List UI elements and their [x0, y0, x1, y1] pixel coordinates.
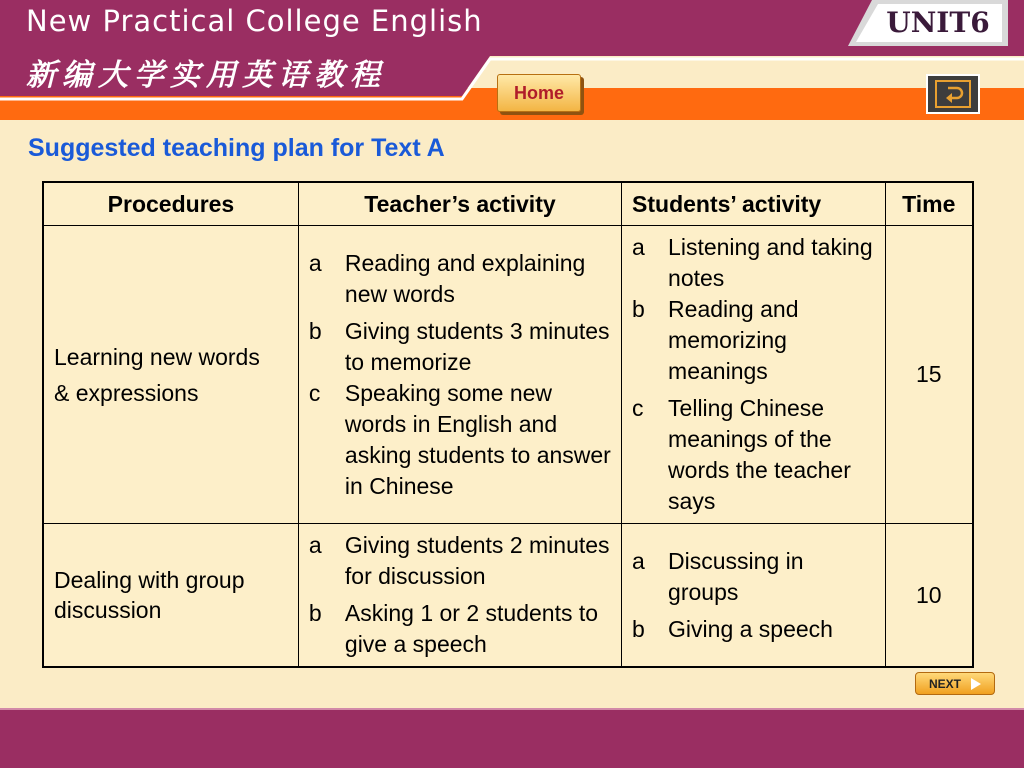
page-heading: Suggested teaching plan for Text A [28, 134, 445, 162]
table-row [43, 524, 973, 668]
time-cell: 10 [885, 524, 973, 668]
item-text: Reading and explaining new words [344, 249, 586, 307]
teaching-plan-table [42, 181, 974, 668]
item-letter: b [308, 600, 322, 626]
item-text: Reading and memorizing meanings [668, 296, 799, 384]
column-header-students-activity: Students’ activity [622, 182, 886, 226]
table-header-row [43, 182, 973, 226]
list-item [630, 393, 877, 517]
students-activity-cell [622, 524, 886, 668]
column-header-time: Time [885, 182, 973, 226]
next-label: NEXT [928, 676, 961, 691]
list-item [307, 316, 613, 378]
item-letter: c [308, 379, 321, 406]
procedure-cell [43, 524, 298, 668]
item-letter: a [308, 249, 322, 276]
procedure-line: & expressions [54, 379, 199, 406]
course-title-english: New Practical College English [26, 4, 483, 38]
item-letter: b [632, 296, 645, 322]
list-item [630, 232, 877, 294]
home-button[interactable]: Home [497, 74, 581, 112]
list-item [307, 378, 613, 502]
teacher-activity-cell [298, 524, 621, 668]
item-text: Telling Chinese meanings of the words the teacher says [668, 395, 851, 514]
procedure-line: Dealing with group discussion [54, 567, 245, 623]
item-text: Asking 1 or 2 students to give a speech [344, 600, 599, 657]
item-text: Giving students 3 minutes to memorize [344, 317, 610, 375]
item-letter: c [632, 395, 644, 421]
footer-bar [0, 708, 1024, 768]
item-text: Speaking some new words in English and asking students to answer in Chinese [344, 379, 611, 499]
list-item [307, 530, 613, 592]
item-letter: a [308, 532, 322, 558]
item-text: Giving students 2 minutes for discussion [344, 532, 610, 589]
teacher-activity-cell [298, 226, 621, 524]
item-letter: a [632, 547, 645, 574]
time-cell: 15 [885, 226, 973, 524]
unit-label: UNIT6 [886, 6, 990, 39]
return-button[interactable] [926, 74, 980, 114]
header-banner [0, 0, 1024, 122]
item-text: Giving a speech [668, 615, 833, 642]
students-activity-cell [622, 226, 886, 524]
item-letter: b [308, 317, 322, 344]
column-header-teacher-activity: Teacher’s activity [298, 182, 621, 226]
list-item [630, 614, 877, 645]
procedure-cell [43, 226, 298, 524]
list-item [630, 546, 877, 608]
item-text: Listening and taking notes [668, 234, 873, 291]
return-arrow-icon [935, 80, 971, 108]
course-title-chinese: 新编大学实用英语教程 [26, 58, 386, 93]
play-arrow-icon [971, 678, 981, 690]
item-letter: a [632, 234, 645, 260]
item-letter: b [632, 615, 645, 642]
table-row [43, 226, 973, 524]
list-item [307, 248, 613, 310]
list-item [307, 598, 613, 660]
next-button[interactable] [915, 672, 995, 695]
procedure-line: Learning new words [54, 343, 260, 370]
list-item [630, 294, 877, 387]
column-header-procedures: Procedures [43, 182, 298, 226]
item-text: Discussing in groups [668, 547, 804, 605]
